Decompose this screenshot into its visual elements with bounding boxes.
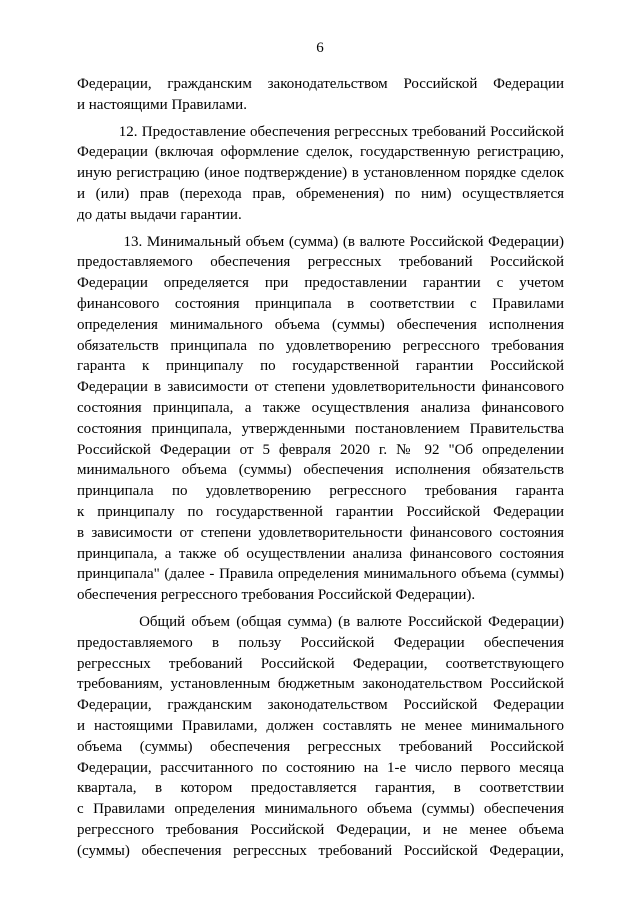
paragraph-continuation	[77, 74, 564, 116]
text-line: регрессного требования Российской Федерации, и не менее объема	[77, 821, 564, 838]
text-line: 13. Минимальный объем (сумма) (в валюте Российской Федерации)	[77, 233, 564, 250]
text-line: обеспечения регрессного требования Российской Федерации).	[77, 587, 476, 604]
text-line: гаранта к принципалу по государственной гарантии Российской	[77, 358, 564, 375]
text-line: принципала" (далее - Правила определения минимального объема (суммы)	[77, 566, 564, 583]
text-line: Российской Федерации от 5 февраля 2020 г. № 92 "Об определении	[77, 441, 564, 458]
text-line: Федерации в зависимости от степени удовлетворительности финансового	[77, 379, 564, 396]
text-line: финансового состояния принципала в соответствии с Правилами	[77, 295, 564, 312]
text-line: принципала, а также об осуществлении анализа финансового состояния	[77, 545, 564, 562]
paragraph-12	[77, 122, 564, 226]
text-line: Федерации, гражданским законодательством Российской Федерации	[77, 76, 564, 92]
text-line: принципала по удовлетворению регрессного требования гаранта	[77, 483, 564, 500]
text-line: состояния принципала, утвержденными постановлением Правительства	[77, 420, 564, 437]
text-line: объема (суммы) обеспечения регрессных требований Российской	[77, 738, 564, 755]
text-line: минимального объема (суммы) обеспечения исполнения обязательств	[77, 462, 564, 479]
text-line: Федерации, гражданским законодательством Российской Федерации	[77, 697, 564, 714]
text-line: Общий объем (общая сумма) (в валюте Российской Федерации)	[77, 613, 564, 630]
text-line: предоставляемого обеспечения регрессных требований Российской	[77, 254, 564, 271]
text-line: регрессных требований Российской Федерации, соответствующего	[77, 655, 564, 672]
text-line: Федерации, рассчитанного по состоянию на 1-е число первого месяца	[77, 759, 564, 776]
text-line: требованиям, установленным бюджетным законодательством Российской	[77, 676, 564, 693]
text-line: и настоящими Правилами, должен составлять не менее минимального	[77, 717, 564, 734]
paragraph-13	[77, 232, 564, 606]
document-body	[77, 74, 564, 861]
text-line: 12. Предоставление обеспечения регрессных требований Российской	[77, 123, 564, 140]
text-line: определения минимального объема (суммы) обеспечения исполнения	[77, 316, 564, 333]
text-line: предоставляемого в пользу Российской Федерации обеспечения	[77, 634, 564, 651]
text-line: (суммы) обеспечения регрессных требований Российской Федерации,	[77, 842, 564, 859]
text-line: Федерации определяется при предоставлении гарантии с учетом	[77, 275, 564, 292]
text-line: Федерации (включая оформление сделок, государственную регистрацию,	[77, 144, 564, 161]
text-line: состояния принципала, а также осуществления анализа финансового	[77, 399, 564, 416]
text-line: и (или) прав (перехода прав, обременения) по ним) осуществляется	[77, 185, 564, 202]
text-line: обязательств принципала по удовлетворению регрессного требования	[77, 337, 564, 354]
text-line: к принципалу по государственной гарантии Российской Федерации	[77, 503, 564, 520]
paragraph-total-volume	[77, 612, 564, 862]
page-number: 6	[316, 40, 324, 56]
text-line: до даты выдачи гарантии.	[77, 206, 242, 223]
text-line: и настоящими Правилами.	[77, 96, 247, 113]
text-line: в зависимости от степени удовлетворительности финансового состояния	[77, 524, 564, 541]
text-line: с Правилами определения минимального объема (суммы) обеспечения	[77, 801, 564, 818]
text-line: иную регистрацию (иное подтверждение) в установленном порядке сделок	[77, 165, 564, 182]
text-line: квартала, в котором предоставляется гарантия, в соответствии	[77, 780, 564, 797]
